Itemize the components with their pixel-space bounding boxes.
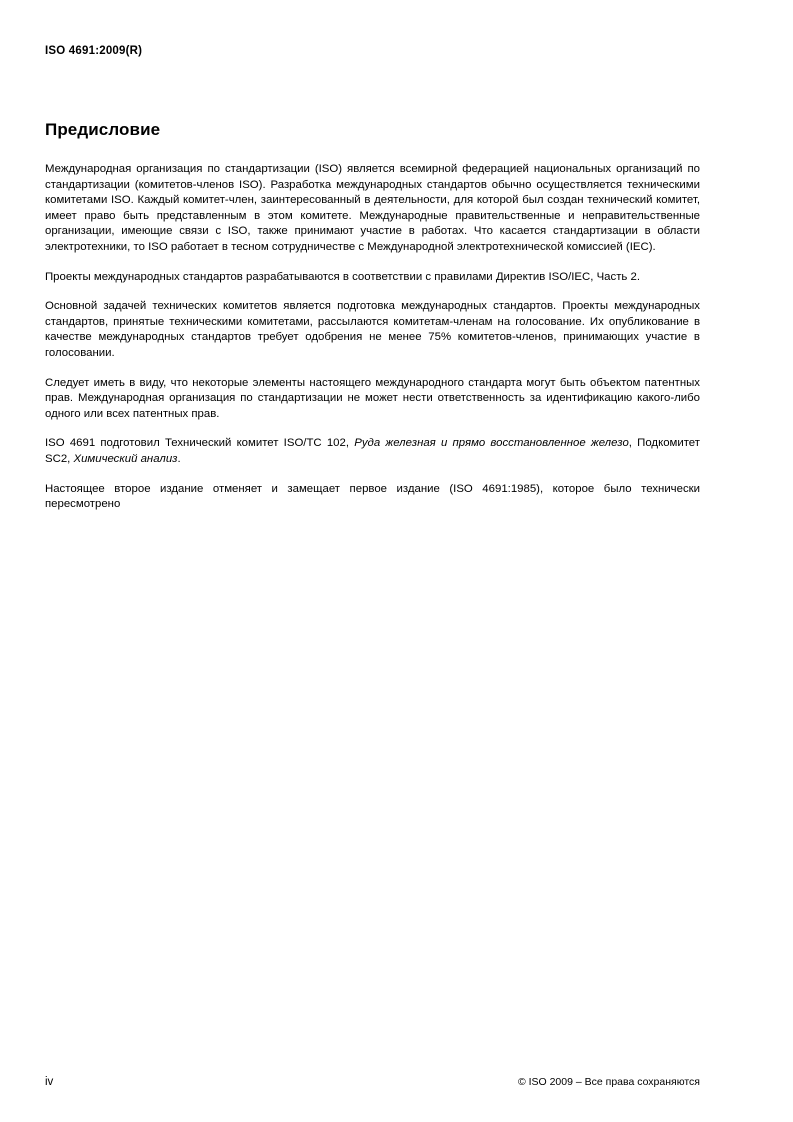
committee-text-part-2: , Подкомитет SC2, xyxy=(45,437,700,465)
foreword-paragraph-4: Следует иметь в виду, что некоторые элементы настоящего международного стандарта могут быть объектом патентных прав. Международная организация по стандартизации не может нести ответственность за идентификацию какого-либо одного или всех патентных прав. xyxy=(45,376,700,420)
page-number: iv xyxy=(45,1076,54,1088)
committee-title-italic-2: Химический анализ xyxy=(73,452,178,465)
edition-paragraph: Настоящее второе издание отменяет и замещает первое издание (ISO 4691:1985), которое было технически пересмотрено xyxy=(45,482,700,511)
foreword-paragraph-2: Проекты международных стандартов разрабатываются в соответствии с правилами Директив ISO/IEC, Часть 2. xyxy=(45,270,641,283)
document-body xyxy=(45,120,700,513)
page-title: Предисловие xyxy=(45,120,161,139)
committee-title-italic-1: Руда железная и прямо восстановленное железо xyxy=(354,437,629,450)
committee-paragraph xyxy=(45,436,700,467)
committee-text-part-1: ISO 4691 подготовил Технический комитет ISO/TC 102, xyxy=(45,437,355,450)
document-header-reference: ISO 4691:2009(R) xyxy=(45,45,143,57)
foreword-paragraph-1: Международная организация по стандартизации (ISO) является всемирной федерацией национальных организаций по стандартизации (комитетов-членов ISO). Разработка международных стандартов обычно осуществляется техническими комитетами ISO. Каждый комитет-член, заинтересованный в деятельности, для которой был создан технический комитет, имеет право быть представленным в этом комитете. Международные правительственные и неправительственные организации, имеющие связи с ISO, также принимают участие в работах. Что касается стандартизации в области электротехники, то ISO работает в тесном сотрудничестве с Международной электротехнической комиссией (IEC). xyxy=(45,163,700,253)
foreword-paragraph-3: Основной задачей технических комитетов является подготовка международных стандартов. Проекты международных стандартов, принятые техническими комитетами, рассылаются комитетам-членам на голосование. Их опубликование в качестве международных стандартов требует одобрения не менее 75% комитетов-членов, принимающих участие в голосовании. xyxy=(45,300,700,359)
committee-text-part-3: . xyxy=(177,452,181,465)
copyright-notice: © ISO 2009 – Все права сохраняются xyxy=(517,1076,700,1088)
page-footer xyxy=(45,1072,700,1088)
